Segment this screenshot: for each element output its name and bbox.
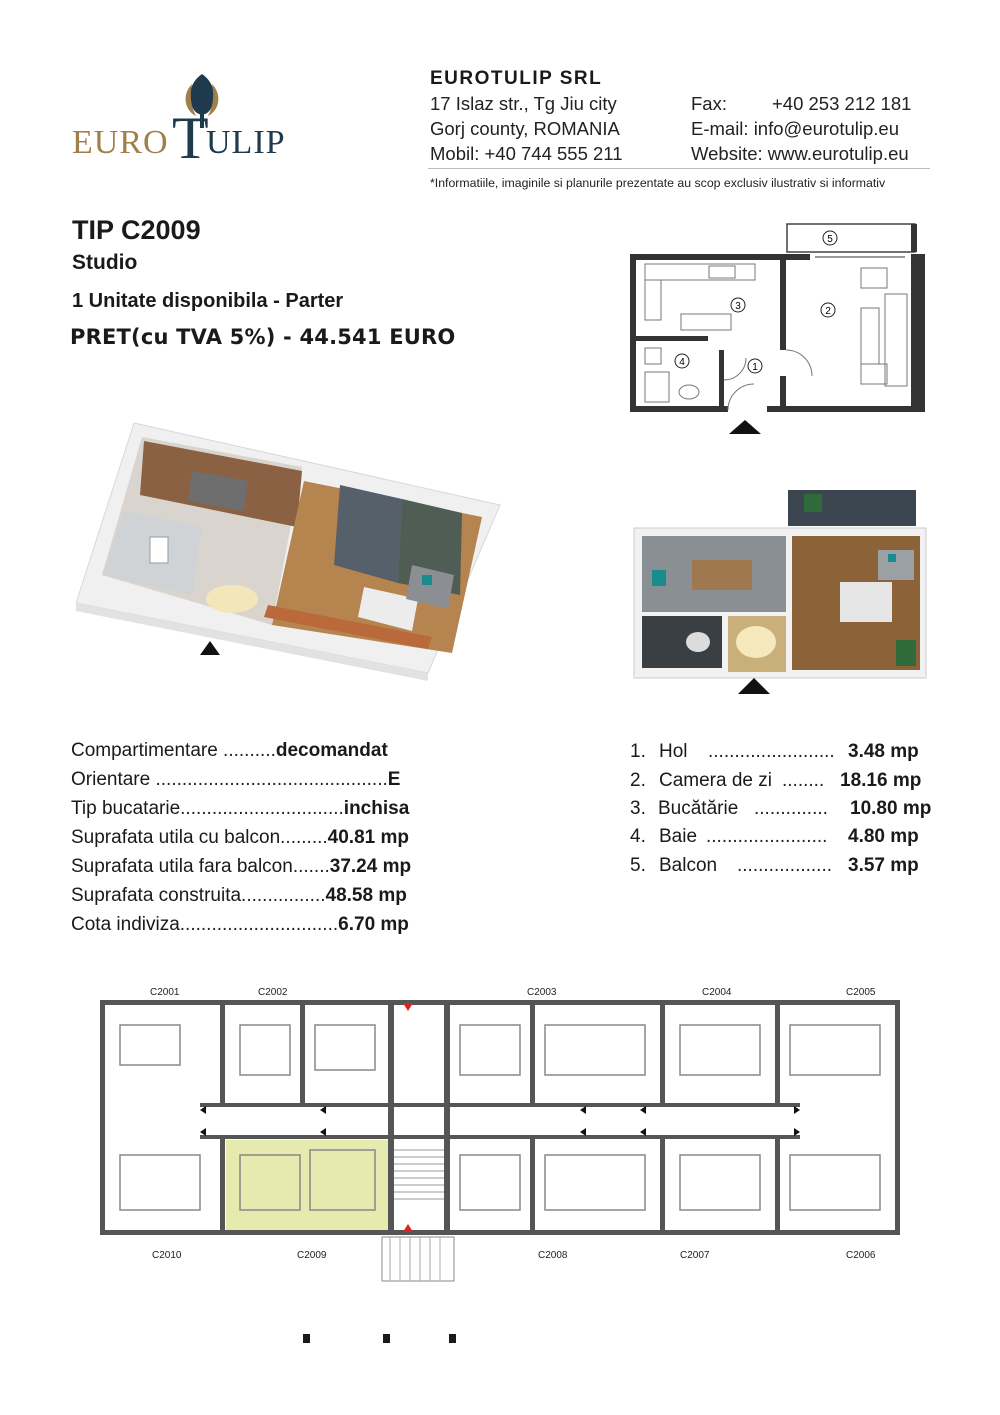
spec-label: Suprafata utila fara balcon: [71, 856, 293, 877]
spec-value: 37.24 mp: [329, 856, 412, 877]
spec-row: [71, 798, 409, 820]
room-area: 18.16 mp: [840, 770, 922, 791]
plan-marker-2: [821, 303, 835, 317]
room-number: 3.: [630, 798, 646, 819]
room-dots: ........................: [708, 741, 835, 762]
address-line1: 17 Islaz str., Tg Jiu city: [430, 93, 617, 114]
room-name: Camera de zi: [659, 770, 772, 791]
company-name: EUROTULIP SRL: [430, 68, 603, 89]
website[interactable]: Website: www.eurotulip.eu: [691, 143, 909, 164]
room-row: [630, 770, 922, 792]
spec-dots: ............................................: [155, 769, 388, 790]
page-mark: [449, 1334, 456, 1343]
spec-label: Compartimentare: [71, 740, 218, 761]
spec-row: [71, 827, 409, 849]
unit-type: TIP C2009: [72, 215, 201, 245]
spec-row: [71, 740, 388, 762]
room-number: 1.: [630, 741, 646, 762]
spec-value: 40.81 mp: [327, 827, 409, 848]
unit-label-c2008: C2008: [538, 1250, 568, 1261]
spec-row: [71, 769, 400, 791]
room-row: [630, 741, 919, 763]
spec-value: 6.70 mp: [338, 914, 409, 935]
room-area: 10.80 mp: [850, 798, 932, 819]
isometric-render: [72, 415, 504, 685]
spec-label: Tip bucatarie: [71, 798, 181, 819]
top-view-render: [632, 490, 930, 700]
spec-row: [71, 885, 407, 907]
email[interactable]: E-mail: info@eurotulip.eu: [691, 118, 899, 139]
room-name: Hol: [659, 741, 688, 762]
room-name: Bucătărie: [658, 798, 739, 819]
svg-text:4: 4: [679, 357, 685, 368]
room-name: Baie: [659, 826, 698, 847]
spec-dots: ..........: [217, 740, 276, 761]
disclaimer: *Informatiile, imaginile si planurile prezentate au scop exclusiv ilustrativ si informativ: [430, 176, 886, 190]
room-area: 3.57 mp: [848, 855, 919, 876]
fax-number: +40 253 212 181: [772, 93, 912, 114]
spec-value: E: [387, 769, 401, 790]
svg-text:1: 1: [752, 362, 758, 373]
plan-marker-3: [731, 298, 745, 312]
unit-label-c2001: C2001: [150, 987, 180, 998]
spec-dots: ..............................: [179, 914, 339, 935]
room-dots: ..............: [754, 798, 828, 819]
room-row: [630, 798, 932, 820]
spec-dots: ...............................: [180, 798, 344, 819]
unit-floor-plan: [625, 220, 930, 440]
availability: 1 Unitate disponibila - Parter: [72, 290, 344, 312]
spec-value: inchisa: [343, 798, 410, 819]
svg-text:2: 2: [825, 306, 831, 317]
building-floor-plan: [100, 985, 900, 1285]
room-number: 5.: [630, 855, 646, 876]
unit-label-c2009: C2009: [297, 1250, 327, 1261]
svg-text:3: 3: [735, 301, 741, 312]
logo-text-t: T: [172, 105, 209, 171]
price: PRET(cu TVA 5%) - 44.541 EURO: [70, 325, 456, 349]
unit-label-c2004: C2004: [702, 987, 732, 998]
spec-dots: ................: [241, 885, 326, 906]
mobile: Mobil: +40 744 555 211: [430, 143, 623, 164]
room-number: 2.: [630, 770, 646, 791]
unit-label-c2005: C2005: [846, 987, 876, 998]
room-area: 4.80 mp: [848, 826, 919, 847]
room-row: [630, 855, 919, 877]
spec-value: decomandat: [275, 740, 388, 761]
room-dots: ..................: [737, 855, 833, 876]
unit-label-c2006: C2006: [846, 1250, 876, 1261]
spec-dots: .........: [280, 827, 328, 848]
highlighted-unit: [226, 1140, 388, 1232]
logo-text-euro: EURO: [72, 124, 169, 161]
room-area: 3.48 mp: [848, 741, 919, 762]
plan-marker-4: [675, 354, 689, 368]
fax-label: Fax:: [691, 93, 727, 114]
spec-row: [71, 856, 411, 878]
unit-label-c2007: C2007: [680, 1250, 710, 1261]
spec-label: Suprafata construita: [71, 885, 242, 906]
page-mark: [303, 1334, 310, 1343]
spec-label: Suprafata utila cu balcon: [71, 827, 281, 848]
spec-row: [71, 914, 409, 936]
unit-kind: Studio: [72, 251, 138, 274]
spec-dots: .......: [292, 856, 330, 877]
unit-label-c2002: C2002: [258, 987, 288, 998]
plan-marker-1: [748, 359, 762, 373]
address-line2: Gorj county, ROMANIA: [430, 118, 620, 139]
spec-label: Orientare: [71, 769, 156, 790]
unit-label-c2010: C2010: [152, 1250, 182, 1261]
room-number: 4.: [630, 826, 646, 847]
plan-marker-5: [823, 231, 837, 245]
logo-text-ulip: ULIP: [206, 124, 286, 161]
unit-label-c2003: C2003: [527, 987, 557, 998]
spec-label: Cota indiviza: [71, 914, 180, 935]
page-mark: [383, 1334, 390, 1343]
svg-text:5: 5: [827, 234, 833, 245]
room-dots: ........: [782, 770, 825, 791]
room-row: [630, 826, 919, 848]
spec-value: 48.58 mp: [325, 885, 407, 906]
room-dots: .......................: [706, 826, 828, 847]
room-name: Balcon: [659, 855, 718, 876]
header-divider: [428, 168, 930, 169]
